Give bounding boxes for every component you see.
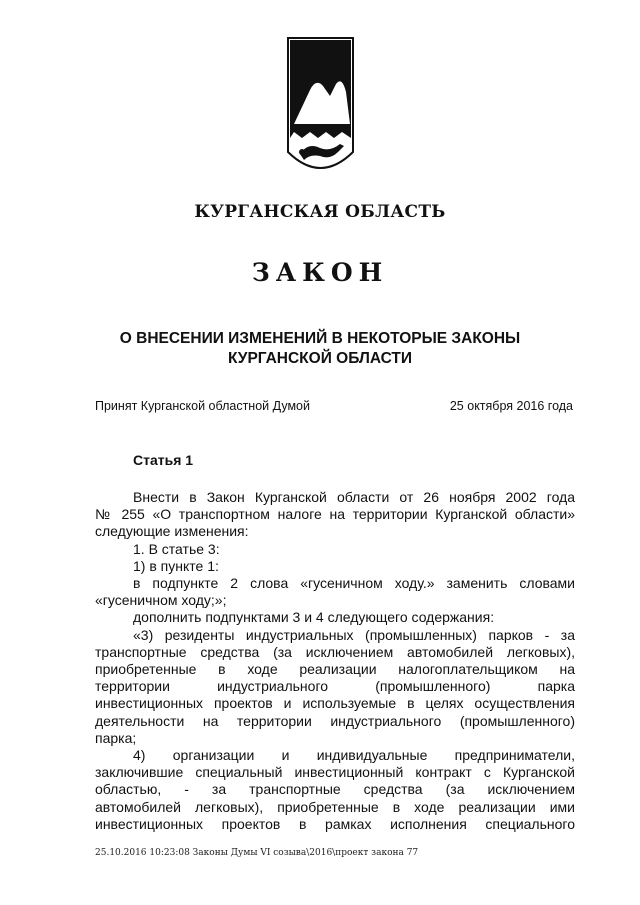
article-body <box>95 489 575 833</box>
law-subject <box>100 329 540 369</box>
text-line: парка; <box>95 729 137 746</box>
subject-line: КУРГАНСКОЙ ОБЛАСТИ <box>227 350 413 367</box>
text-line: следующие изменения: <box>95 523 249 540</box>
text-line: «3) резиденты индустриальных (промышленных) парков - за <box>133 626 575 643</box>
text-line: 4) организации и индивидуальные предприниматели, <box>133 747 575 764</box>
text-line: приобретенные в ходе реализации налогоплательщиком на <box>95 661 575 678</box>
adopted-by: Принят Курганской областной Думой <box>95 399 310 413</box>
text-line: 1. В статье 3: <box>133 540 220 557</box>
text-line: автомобилей легковых), приобретенные в ходе реализации ими <box>95 798 575 815</box>
adopted-date: 25 октября 2016 года <box>449 399 573 413</box>
text-line: дополнить подпунктами 3 и 4 следующего содержания: <box>133 609 495 626</box>
text-line: 1) в пункте 1: <box>133 557 219 574</box>
article-heading: Статья 1 <box>133 452 194 468</box>
text-line: № 255 «О транспортном налоге на территории Курганской области» <box>95 506 575 523</box>
subject-line: О ВНЕСЕНИИ ИЗМЕНЕНИЙ В НЕКОТОРЫЕ ЗАКОНЫ <box>119 330 521 347</box>
text-line: транспортные средства (за исключением автомобилей легковых), <box>95 643 575 660</box>
text-line: областью, - за транспортные средства (за исключением <box>95 781 575 798</box>
document-type-title: ЗАКОН <box>251 258 389 287</box>
text-line: инвестиционных проектов и используемые в целях осуществления <box>95 695 575 712</box>
footer-file-path: 25.10.2016 10:23:08 Законы Думы VI созыва\2016\проект закона 77 <box>95 848 419 858</box>
text-line: в подпункте 2 слова «гусеничном ходу.» заменить словами <box>133 575 575 592</box>
text-line: «гусеничном ходу;»; <box>95 592 227 609</box>
text-line: территории индустриального (промышленного) парка <box>95 678 575 695</box>
text-line: деятельности на территории индустриального (промышленного) <box>95 712 575 729</box>
kurgan-coat-of-arms-icon <box>286 34 355 179</box>
text-line: Внести в Закон Курганской области от 26 ноября 2002 года <box>133 489 575 505</box>
text-line: заключившие специальный инвестиционный контракт с Курганской <box>95 764 575 781</box>
region-title: КУРГАНСКАЯ ОБЛАСТЬ <box>194 202 446 222</box>
text-line: инвестиционных проектов в рамках исполнения специального <box>95 815 575 832</box>
